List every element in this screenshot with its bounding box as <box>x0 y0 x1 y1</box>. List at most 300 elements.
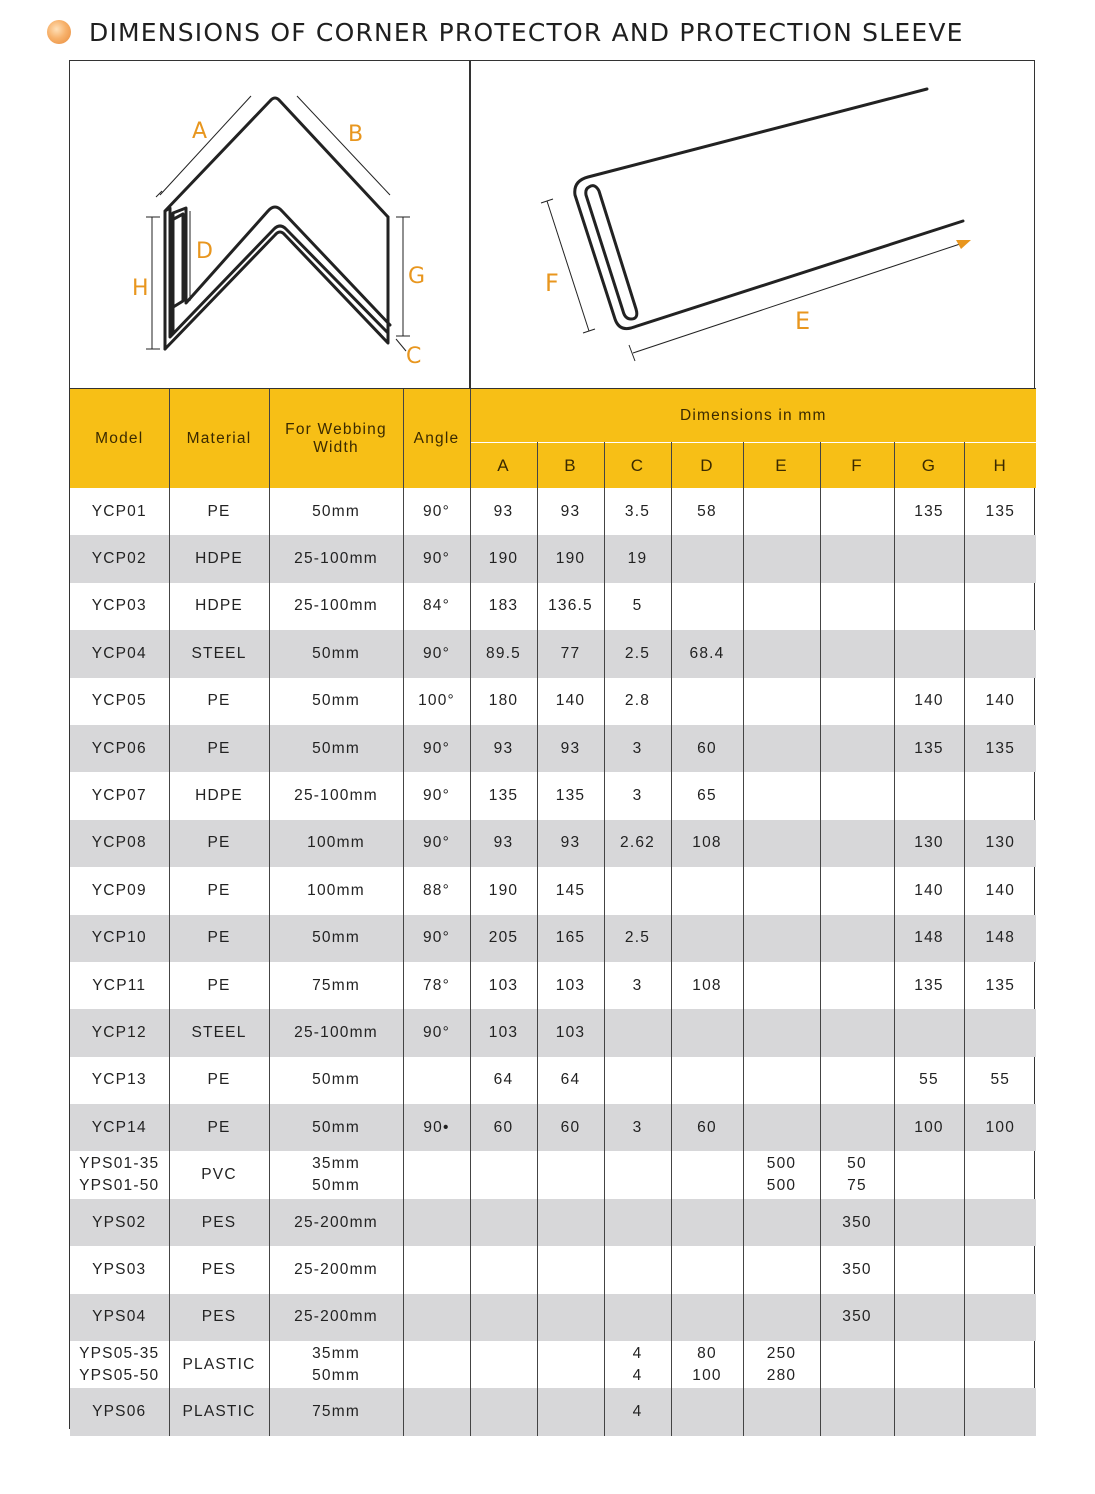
cell-f <box>820 678 894 725</box>
cell-a <box>470 1246 537 1293</box>
cell-model <box>70 725 169 772</box>
cell-d <box>671 1057 743 1104</box>
cell-line: 77 <box>560 644 581 662</box>
cell-line: YCP02 <box>91 550 147 568</box>
cell-h <box>964 867 1036 914</box>
cell-h <box>964 1009 1036 1056</box>
cell-a <box>470 1199 537 1246</box>
cell-a <box>470 1104 537 1151</box>
cell-c <box>604 1246 671 1293</box>
cell-width <box>269 1341 403 1388</box>
cell-d <box>671 772 743 819</box>
cell-line: 4 <box>632 1366 643 1384</box>
cell-line: 60 <box>560 1118 581 1136</box>
cell-line: 25-200mm <box>294 1213 378 1231</box>
cell-material: PES <box>169 1199 269 1246</box>
cell-width <box>269 915 403 962</box>
table-row <box>70 772 1036 819</box>
dimensions-table <box>70 389 1036 1436</box>
cell-line: 500 <box>766 1177 797 1195</box>
cell-line: YCP07 <box>91 787 147 805</box>
cell-h <box>964 1151 1036 1198</box>
cell-line: 3 <box>632 976 643 994</box>
cell-line: 93 <box>560 834 581 852</box>
cell-angle <box>403 1151 470 1198</box>
header-webbing-line1: For Webbing <box>285 420 387 438</box>
cell-h <box>964 1341 1036 1388</box>
cell-c <box>604 535 671 582</box>
cell-a <box>470 725 537 772</box>
cell-c <box>604 1151 671 1198</box>
cell-g <box>894 1294 964 1341</box>
cell-line: 60 <box>697 1118 717 1136</box>
cell-line: 2.5 <box>624 644 651 662</box>
cell-line: YCP05 <box>91 692 147 710</box>
cell-material: PVC <box>169 1151 269 1198</box>
cell-h <box>964 772 1036 819</box>
cell-line: 64 <box>493 1071 514 1089</box>
cell-e <box>743 772 820 819</box>
cell-e <box>743 1057 820 1104</box>
cell-line: 50mm <box>312 692 360 710</box>
cell-line: 50mm <box>312 1366 360 1384</box>
cell-g <box>894 1151 964 1198</box>
cell-g <box>894 488 964 535</box>
cell-material: HDPE <box>169 535 269 582</box>
cell-a <box>470 867 537 914</box>
cell-line: 93 <box>493 502 514 520</box>
cell-d <box>671 915 743 962</box>
cell-model <box>70 1341 169 1388</box>
cell-width <box>269 820 403 867</box>
dim-label-f: F <box>545 269 559 297</box>
cell-e <box>743 915 820 962</box>
cell-f <box>820 820 894 867</box>
cell-material: PE <box>169 867 269 914</box>
cell-line: 140 <box>914 881 944 899</box>
cell-model <box>70 1246 169 1293</box>
cell-material: PE <box>169 1104 269 1151</box>
cell-angle <box>403 1388 470 1435</box>
cell-line: 135 <box>985 739 1016 757</box>
cell-a <box>470 1151 537 1198</box>
cell-c <box>604 1104 671 1151</box>
cell-c <box>604 867 671 914</box>
cell-width <box>269 1388 403 1435</box>
table-row <box>70 1009 1036 1056</box>
cell-b <box>537 820 604 867</box>
cell-line: 148 <box>914 929 944 947</box>
cell-line: YCP09 <box>91 881 147 899</box>
diagram-row <box>70 61 1036 389</box>
cell-c <box>604 1388 671 1435</box>
cell-c <box>604 915 671 962</box>
cell-b <box>537 583 604 630</box>
cell-e <box>743 1199 820 1246</box>
cell-e <box>743 1246 820 1293</box>
cell-g <box>894 535 964 582</box>
cell-a <box>470 1009 537 1056</box>
cell-line: 89.5 <box>486 644 521 662</box>
cell-e <box>743 820 820 867</box>
cell-material: PES <box>169 1246 269 1293</box>
cell-line: 100mm <box>307 834 365 852</box>
header-dimensions: Dimensions in mm <box>470 389 1036 443</box>
cell-d <box>671 1341 743 1388</box>
cell-f <box>820 583 894 630</box>
cell-angle: 90° <box>403 915 470 962</box>
cell-e <box>743 535 820 582</box>
cell-line: YCP04 <box>91 644 147 662</box>
cell-g <box>894 678 964 725</box>
cell-line: 2.5 <box>624 929 651 947</box>
cell-line: 145 <box>555 881 586 899</box>
protection-sleeve-drawing <box>471 61 1034 387</box>
cell-c <box>604 1199 671 1246</box>
cell-line: 140 <box>985 692 1016 710</box>
cell-line: 50 <box>847 1155 867 1173</box>
cell-line: 190 <box>488 550 519 568</box>
header-dim-g: G <box>894 443 964 489</box>
cell-c <box>604 725 671 772</box>
cell-line: 350 <box>842 1308 872 1326</box>
header-model: Model <box>70 389 169 488</box>
header-material: Material <box>169 389 269 488</box>
cell-h <box>964 1199 1036 1246</box>
cell-line: 50mm <box>312 739 360 757</box>
cell-line: 65 <box>697 787 717 805</box>
cell-line: 5 <box>632 597 643 615</box>
cell-material: PE <box>169 1057 269 1104</box>
cell-a <box>470 678 537 725</box>
cell-line: 100mm <box>307 881 365 899</box>
cell-width <box>269 1294 403 1341</box>
cell-g <box>894 867 964 914</box>
cell-c <box>604 820 671 867</box>
cell-line: YPS02 <box>92 1213 147 1231</box>
cell-e <box>743 583 820 630</box>
cell-line: 103 <box>488 976 519 994</box>
cell-line: 130 <box>914 834 944 852</box>
cell-a <box>470 488 537 535</box>
cell-line: 100 <box>692 1366 722 1384</box>
table-row <box>70 915 1036 962</box>
header-dim-f: F <box>820 443 894 489</box>
cell-width <box>269 678 403 725</box>
cell-line: 130 <box>985 834 1016 852</box>
cell-h <box>964 1104 1036 1151</box>
cell-angle: 90° <box>403 535 470 582</box>
cell-line: 250 <box>766 1344 797 1362</box>
cell-d <box>671 488 743 535</box>
cell-h <box>964 678 1036 725</box>
cell-d <box>671 535 743 582</box>
cell-model <box>70 1104 169 1151</box>
cell-e <box>743 630 820 677</box>
cell-line: 135 <box>914 739 944 757</box>
cell-line: 280 <box>766 1366 797 1384</box>
cell-angle <box>403 1057 470 1104</box>
cell-line: 50mm <box>312 644 360 662</box>
table-body <box>70 488 1036 1436</box>
cell-b <box>537 1294 604 1341</box>
cell-line: 103 <box>555 976 586 994</box>
cell-line: 68.4 <box>689 644 725 662</box>
cell-line: 25-100mm <box>294 597 378 615</box>
cell-d <box>671 1246 743 1293</box>
cell-material: STEEL <box>169 630 269 677</box>
cell-f <box>820 962 894 1009</box>
cell-line: 108 <box>692 976 722 994</box>
cell-model <box>70 1294 169 1341</box>
cell-d <box>671 962 743 1009</box>
cell-line: 135 <box>488 787 519 805</box>
cell-h <box>964 535 1036 582</box>
cell-line: YPS06 <box>92 1403 147 1421</box>
cell-line: 55 <box>990 1071 1011 1089</box>
cell-material: PE <box>169 962 269 1009</box>
cell-line: 93 <box>560 502 581 520</box>
cell-angle <box>403 1246 470 1293</box>
cell-h <box>964 962 1036 1009</box>
cell-f <box>820 772 894 819</box>
cell-line: YPS04 <box>92 1308 147 1326</box>
cell-b <box>537 678 604 725</box>
cell-angle: 90° <box>403 488 470 535</box>
cell-g <box>894 1057 964 1104</box>
header-dim-h: H <box>964 443 1036 489</box>
header-webbing-line2: Width <box>313 438 359 456</box>
cell-material: PE <box>169 488 269 535</box>
cell-material: HDPE <box>169 583 269 630</box>
cell-line: 103 <box>488 1023 519 1041</box>
cell-e <box>743 1341 820 1388</box>
table-row <box>70 1388 1036 1435</box>
cell-d <box>671 1199 743 1246</box>
cell-model <box>70 867 169 914</box>
cell-angle <box>403 1199 470 1246</box>
cell-line: 180 <box>488 692 519 710</box>
cell-width <box>269 630 403 677</box>
cell-line: 4 <box>632 1403 643 1421</box>
header-dim-c: C <box>604 443 671 489</box>
cell-line: 4 <box>632 1344 643 1362</box>
cell-line: 60 <box>697 739 717 757</box>
cell-b <box>537 1246 604 1293</box>
cell-width <box>269 962 403 1009</box>
cell-angle: 90° <box>403 1009 470 1056</box>
cell-line: 108 <box>692 834 722 852</box>
cell-material: PE <box>169 678 269 725</box>
table-row <box>70 1341 1036 1388</box>
cell-g <box>894 1104 964 1151</box>
cell-line: 140 <box>555 692 586 710</box>
cell-line: 25-200mm <box>294 1260 378 1278</box>
cell-f <box>820 1341 894 1388</box>
cell-line: 93 <box>560 739 581 757</box>
table-row <box>70 1246 1036 1293</box>
cell-f <box>820 535 894 582</box>
cell-a <box>470 915 537 962</box>
header-webbing-width <box>269 389 403 488</box>
cell-angle: 90• <box>403 1104 470 1151</box>
cell-g <box>894 915 964 962</box>
cell-b <box>537 1057 604 1104</box>
page-title: DIMENSIONS OF CORNER PROTECTOR AND PROTECTION SLEEVE <box>89 17 964 47</box>
cell-line: 140 <box>914 692 944 710</box>
header-dim-b: B <box>537 443 604 489</box>
cell-b <box>537 1341 604 1388</box>
cell-width <box>269 1246 403 1293</box>
cell-line: 25-100mm <box>294 787 378 805</box>
table-row <box>70 1151 1036 1198</box>
cell-g <box>894 1388 964 1435</box>
cell-line: 19 <box>627 550 648 568</box>
cell-g <box>894 1341 964 1388</box>
dim-label-e: E <box>795 307 811 335</box>
cell-b <box>537 630 604 677</box>
cell-c <box>604 962 671 1009</box>
cell-g <box>894 772 964 819</box>
cell-line: YCP12 <box>91 1023 147 1041</box>
table-row <box>70 1104 1036 1151</box>
cell-c <box>604 1009 671 1056</box>
cell-line: YPS01-50 <box>79 1177 160 1195</box>
cell-line: YCP14 <box>91 1118 147 1136</box>
cell-width <box>269 1009 403 1056</box>
corner-protector-drawing <box>70 61 469 387</box>
cell-b <box>537 1009 604 1056</box>
cell-e <box>743 1009 820 1056</box>
cell-b <box>537 1199 604 1246</box>
cell-e <box>743 1388 820 1435</box>
table-row <box>70 535 1036 582</box>
dim-label-g: G <box>408 264 426 289</box>
cell-line: 103 <box>555 1023 586 1041</box>
cell-c <box>604 1294 671 1341</box>
cell-model <box>70 820 169 867</box>
cell-line: 183 <box>488 597 519 615</box>
cell-b <box>537 725 604 772</box>
cell-line: 75 <box>847 1177 867 1195</box>
cell-g <box>894 583 964 630</box>
cell-angle: 90° <box>403 630 470 677</box>
spec-sheet-frame <box>69 60 1035 1429</box>
cell-material: PLASTIC <box>169 1388 269 1435</box>
cell-line: YCP13 <box>91 1071 147 1089</box>
cell-c <box>604 1057 671 1104</box>
cell-line: 2.8 <box>624 692 651 710</box>
cell-width <box>269 1104 403 1151</box>
cell-f <box>820 867 894 914</box>
dim-label-b: B <box>348 122 364 147</box>
cell-b <box>537 535 604 582</box>
cell-line: 3 <box>632 787 643 805</box>
corner-protector-diagram <box>70 61 469 387</box>
cell-line: 135 <box>985 976 1016 994</box>
cell-line: 190 <box>488 881 519 899</box>
cell-line: YCP11 <box>92 976 147 994</box>
cell-line: 205 <box>488 929 519 947</box>
cell-a <box>470 1341 537 1388</box>
cell-line: 55 <box>919 1071 939 1089</box>
cell-a <box>470 1294 537 1341</box>
cell-line: 25-100mm <box>294 550 378 568</box>
cell-model <box>70 1057 169 1104</box>
cell-line: 60 <box>493 1118 514 1136</box>
cell-h <box>964 820 1036 867</box>
cell-f <box>820 1294 894 1341</box>
cell-model <box>70 488 169 535</box>
cell-width <box>269 535 403 582</box>
cell-h <box>964 1294 1036 1341</box>
table-row <box>70 820 1036 867</box>
cell-g <box>894 630 964 677</box>
cell-g <box>894 1199 964 1246</box>
cell-c <box>604 678 671 725</box>
header-dim-e: E <box>743 443 820 489</box>
cell-model <box>70 1009 169 1056</box>
cell-line: YCP06 <box>91 739 147 757</box>
cell-f <box>820 1009 894 1056</box>
cell-h <box>964 630 1036 677</box>
cell-line: 25-100mm <box>294 1023 378 1041</box>
cell-a <box>470 630 537 677</box>
cell-width <box>269 1151 403 1198</box>
cell-b <box>537 1388 604 1435</box>
cell-line: YCP10 <box>91 929 147 947</box>
cell-d <box>671 1388 743 1435</box>
cell-h <box>964 915 1036 962</box>
dim-label-a: A <box>192 119 208 144</box>
cell-a <box>470 820 537 867</box>
cell-c <box>604 630 671 677</box>
cell-a <box>470 1388 537 1435</box>
dim-label-h: H <box>132 276 149 301</box>
cell-b <box>537 488 604 535</box>
cell-line: YCP08 <box>91 834 147 852</box>
header-dim-a: A <box>470 443 537 489</box>
cell-h <box>964 1246 1036 1293</box>
cell-f <box>820 488 894 535</box>
cell-width <box>269 1199 403 1246</box>
cell-d <box>671 583 743 630</box>
cell-g <box>894 1246 964 1293</box>
cell-d <box>671 1294 743 1341</box>
cell-line: 3.5 <box>624 502 651 520</box>
cell-e <box>743 725 820 772</box>
cell-model <box>70 915 169 962</box>
cell-angle <box>403 1341 470 1388</box>
cell-line: 50mm <box>312 1118 360 1136</box>
cell-model <box>70 772 169 819</box>
cell-c <box>604 772 671 819</box>
cell-model <box>70 1151 169 1198</box>
cell-line: YPS03 <box>92 1260 147 1278</box>
cell-line: 35mm <box>312 1344 360 1362</box>
table-row <box>70 1199 1036 1246</box>
cell-g <box>894 1009 964 1056</box>
cell-line: 50mm <box>312 502 360 520</box>
cell-line: YCP03 <box>91 597 147 615</box>
cell-angle <box>403 1294 470 1341</box>
cell-line: 135 <box>914 976 944 994</box>
cell-material: PE <box>169 820 269 867</box>
cell-line: 100 <box>985 1118 1016 1136</box>
cell-d <box>671 820 743 867</box>
protection-sleeve-diagram <box>471 61 1034 387</box>
cell-width <box>269 725 403 772</box>
